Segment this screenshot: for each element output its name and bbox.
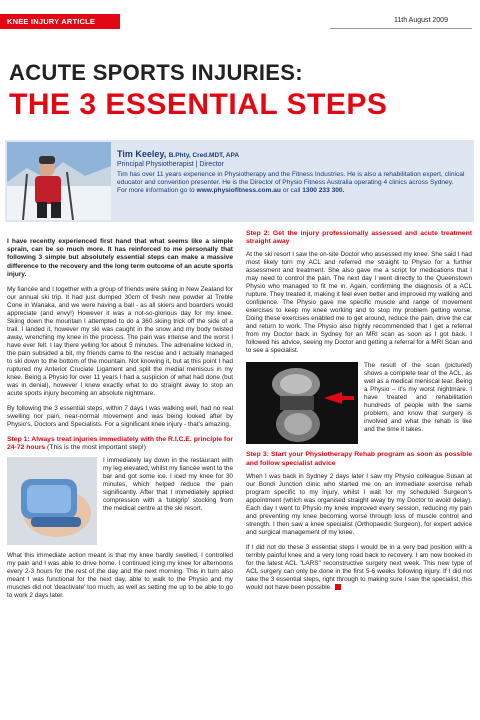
step1-heading-text: Step 1: Always treat injuries immediately with the R.I.C.E. principle for 24-72 hours bbox=[7, 436, 233, 452]
author-name bbox=[117, 149, 239, 159]
article-date: 11th August 2009 bbox=[394, 17, 448, 24]
author-phone: 1300 233 300. bbox=[302, 187, 345, 195]
article-title-line1: ACUTE SPORTS INJURIES: bbox=[9, 60, 303, 85]
step1-heading-sub: (This is the most important step!) bbox=[47, 444, 147, 452]
step1-text: I immediately lay down in the restaurant with my leg elevated, whilst my fiancée went to the bar and got some ice. I iced my knee for 30 minutes, which helped reduce the pain significantly. After that I immediately applied compression with a 'tubigrip' stocking from the medical centre at the ski resort. bbox=[103, 457, 233, 513]
step1-block bbox=[7, 457, 233, 545]
closing-text: If I did not do these 3 essential steps I would be in a very bad position with a terribly painful knee and a very long road back to recovery. I am now booked in for the latest ACL "LARS" reconstructive surgery next week. This new type of ACL surgery can only be done in the first 5-6 weeks following injury. If I did not take the 3 essential steps, right through to making sure I saw the specialist, this would not have been possible. bbox=[246, 543, 472, 591]
article-title-line2: THE 3 ESSENTIAL STEPS bbox=[9, 88, 388, 121]
step2-heading: Step 2: Get the injury professionally assessed and acute treatment straight away bbox=[246, 230, 472, 246]
step3-heading: Step 3: Start your Physiotherapy Rehab program as soon as possible and follow specialist advice bbox=[246, 451, 472, 467]
step2-text: At the ski resort I saw the on-site Doctor who assessed my knee. She said I had most likely torn my ACL and referred me straight to Physio for a further assessment and treatment. She also gave me a script for medications that I may need to control the pain. The next day I went directly to the Queenstown Physio who managed to fit me in. Again, confirming the diagnosis of a ACL rupture. They treated it, making it feel even better and improved my walking and confidence. The Physio gave me specific muscle and range of movement exercises to keep my knee working and to stop my problem getting worse. Doing these exercises enabled me to get around, reduce the pain, drive the car and return to work. The Physio also highly recommended that I get a referral from my Doctor back in Sydney for an MRI scan as soon as I got back. I followed his advice, seeing my Doctor and getting a referral for a MRI Scan and to see a specialist. bbox=[246, 251, 472, 355]
header-divider bbox=[330, 28, 472, 29]
right-column bbox=[246, 230, 472, 599]
step3-text: When I was back in Sydney 2 days later I saw my Physio colleague Susan at our Bondi Junction clinic who started me on an immediate exercise rehab program specific to my injury, whilst I wait for my scheduled Surgeon's appointment (which was organised straight away by my Doctor to avoid delay). Each day I went to Physio my knee improved every session, reducing my pain and preventing my knee becoming worse through loss of muscle control and strength. I then saw a knee specialist (Orthopaedic Surgeon), for expert advice and surgical management of my knee. bbox=[246, 472, 472, 536]
article-paragraph-1: My fiancée and I together with a group of friends were skiing in New Zealand for our annual ski trip. It had just dumped 30cm of fresh new powder at Treble Cone in Wanaka, and we were having a ball - as all skiers and boarders would appreciate (and envy!) However it was a not-so-glorious day for my knee. Skiing down the mountain I attempted to do a 360 skiing trick off the side of a trail. I landed it, however my ski was caught in the snow and my body twisted away, wrenching my knee in the process. The pain was intense and the worst I have ever felt. I lay there yelling for about 5 minutes. The adrenaline kicked in, the pain subsided a bit, my friends came to the rescue and I actually managed to ski down to the bottom of the mountain. Not knowing it, but at this point I had ruptured my Anterior Cruciate Ligament and split the medial meniscus in my knee. Being a Physio for over 11 years I had a suspicion of what had done (but was in denial), however I knew exactly what to do straight away to stop an acute sports injury becoming an absolute nightmare. bbox=[7, 286, 233, 398]
step1-heading bbox=[7, 436, 233, 452]
article-category-tag: KNEE INJURY ARTICLE bbox=[0, 14, 120, 29]
article-header bbox=[0, 0, 480, 34]
author-box bbox=[5, 140, 474, 222]
mri-text: The result of the scan (pictured) shows a complete tear of the ACL, as well as a medical meniscal tear. Being a Physio – it's my worst nightmare. I have treated and rehabilitation hundreds of people with the same problem, and know that surgery is involved and what the rehab is like and the time it takes. bbox=[364, 362, 472, 434]
ice-pack-image bbox=[7, 457, 97, 545]
author-call-prefix: or call bbox=[282, 187, 301, 195]
closing-paragraph bbox=[246, 544, 472, 592]
mri-block bbox=[246, 362, 472, 444]
end-of-article-marker bbox=[335, 584, 341, 590]
author-photo bbox=[7, 142, 111, 220]
author-bio bbox=[117, 171, 467, 196]
author-bio-text: Tim has over 11 years experience in Physiotherapy and the Fitness Industries. He is also a rehabilitation expert, clinical educator and convention presenter. He is the Director of Physio Fitness Australia operating 4 clinics across Sydney. bbox=[117, 171, 465, 187]
author-more-prefix: For more information go to bbox=[117, 187, 195, 195]
left-column bbox=[7, 238, 233, 607]
step1-text-continued: What this immediate action meant is that my knee hardly swelled, I controlled my pain and I was able to drive home. I continued icing my knee for afternoons every 2-3 hours for the rest of the day and the next morning. This in turn also meant I was functional for the next day, able to walk to the Physio and my muscles did not 'deactivate' too much, as well as setting me up to be able to go to work 2 days later. bbox=[7, 552, 233, 600]
article-lead: I have recently experienced first hand that what seems like a simple sprain, can be so much more. It has reinforced to me personally that following 3 simple but absolutely essential steps can make a massive difference to the recovery and the long term outcome of an acute sports injury. bbox=[7, 238, 233, 278]
author-name-text: Tim Keeley, bbox=[117, 149, 167, 159]
article-paragraph-2: By following the 3 essential steps, within 7 days I was walking well, had no real swelling nor pain, near-normal movement and was being looked after by Physio's, Doctors and Specialists. For a significant knee injury - that's amazing. bbox=[7, 405, 233, 429]
mri-scan-image bbox=[246, 362, 358, 444]
author-role: Principal Physiotherapist | Director bbox=[117, 161, 224, 168]
author-credentials: B.Phty, Cred.MDT, APA bbox=[168, 152, 240, 159]
author-website-link[interactable]: www.physiofitness.com.au bbox=[196, 187, 281, 195]
